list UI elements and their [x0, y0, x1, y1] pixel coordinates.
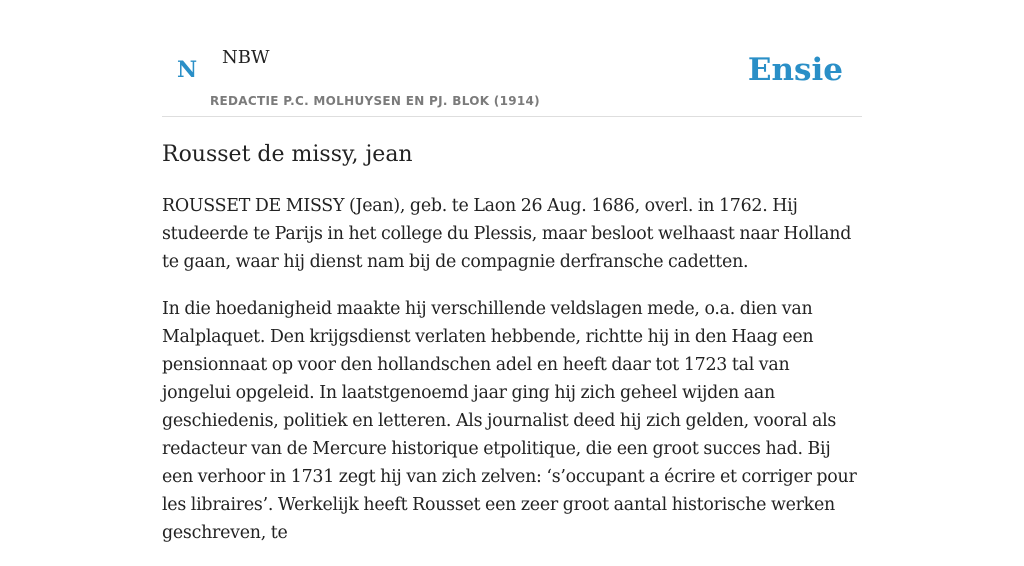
book-code[interactable]: NBW — [222, 47, 270, 68]
book-editors: REDACTIE P.C. MOLHUYSEN EN PJ. BLOK (1914) — [210, 94, 540, 108]
article-body — [162, 192, 862, 566]
brand-logo[interactable]: Ensie — [747, 52, 843, 88]
book-logo-letter[interactable]: N — [177, 57, 198, 83]
article-title: Rousset de missy, jean — [162, 142, 413, 167]
article-paragraph-2: In die hoedanigheid maakte hij verschillende veldslagen mede, o.a. dien van Malplaquet. Den krijgsdienst verlaten hebbende, richtte hij in den Haag een pensionnaat op voor den hollandschen adel en heeft daar tot 1723 tal van jongelui opgeleid. In laatstgenoemd jaar ging hij zich geheel wijden aan geschiedenis, politiek en letteren. Als journalist deed hij zich gelden, vooral als redacteur van de Mercure historique etpolitique, die een groot succes had. Bij een verhoor in 1731 zegt hij van zich zelven: ‘s’occupant a écrire et corriger pour les libraires’. Werkelijk heeft Rousset een zeer groot aantal historische werken geschreven, te — [162, 299, 857, 543]
header — [162, 0, 862, 117]
article-paragraph-1: ROUSSET DE MISSY (Jean), geb. te Laon 26 Aug. 1686, overl. in 1762. Hij studeerde te Parijs in het college du Plessis, maar besloot welhaast naar Holland te gaan, waar hij dienst nam bij de compagnie derfransche cadetten. — [162, 196, 852, 272]
